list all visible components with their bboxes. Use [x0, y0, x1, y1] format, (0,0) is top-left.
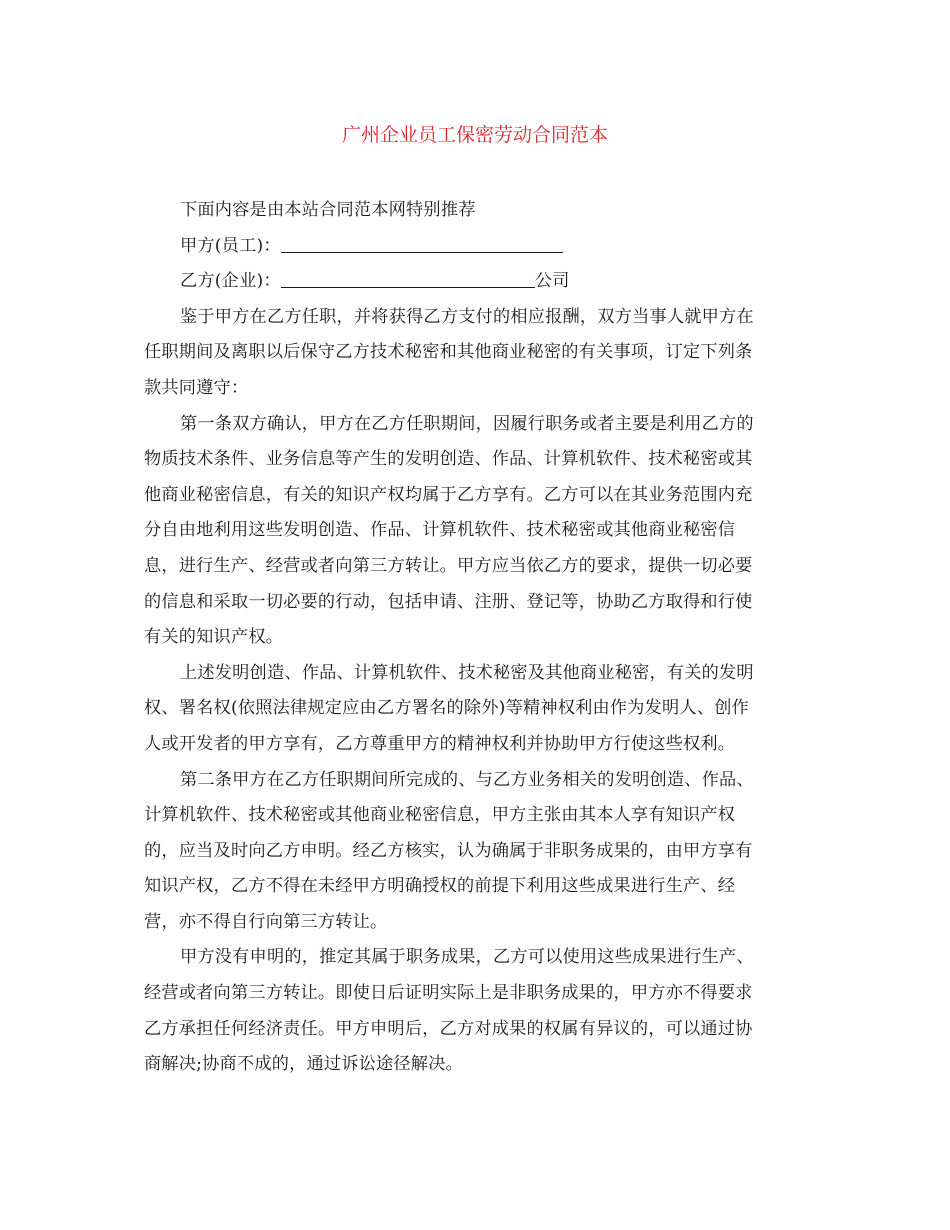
paragraph-line: 物质技术条件、业务信息等产生的发明创造、作品、计算机软件、技术秘密或其 — [144, 449, 753, 470]
paragraph-line: 人或开发者的甲方享有，乙方尊重甲方的精神权利并协助甲方行使这些权利。 — [144, 733, 736, 754]
party-a-blank — [281, 230, 563, 253]
party-a-line — [144, 229, 804, 265]
paragraph-line: 计算机软件、技术秘密或其他商业秘密信息，甲方主张由其本人享有知识产权 — [144, 805, 736, 826]
paragraph-preamble — [144, 300, 804, 407]
paragraph-line: 甲方没有申明的，推定其属于职务成果，乙方可以使用这些成果进行生产、 — [180, 947, 754, 968]
paragraph-line: 乙方承担任何经济责任。甲方申明后，乙方对成果的权属有异议的，可以通过协 — [144, 1018, 753, 1039]
paragraph-line: 他商业秘密信息，有关的知识产权均属于乙方享有。乙方可以在其业务范围内充 — [144, 484, 753, 505]
paragraph-line: 经营或者向第三方转让。即使日后证明实际上是非职务成果的，甲方亦不得要求 — [144, 983, 753, 1004]
paragraph-article-1 — [144, 407, 804, 656]
party-b-label: 乙方(企业)： — [180, 271, 281, 292]
paragraph-line: 息，进行生产、经营或者向第三方转让。甲方应当依乙方的要求，提供一切必要 — [144, 555, 753, 576]
party-b-blank — [281, 265, 535, 288]
paragraph-line: 知识产权，乙方不得在未经甲方明确授权的前提下利用这些成果进行生产、经 — [144, 876, 736, 897]
paragraph-line: 有关的知识产权。 — [144, 627, 284, 648]
paragraph-moral-rights — [144, 656, 804, 763]
paragraph-article-2 — [144, 763, 804, 941]
document-title: 广州企业员工保密劳动合同范本 — [341, 124, 608, 146]
paragraph-undeclared — [144, 940, 804, 1082]
paragraph-line: 的信息和采取一切必要的行动，包括申请、注册、登记等，协助乙方取得和行使 — [144, 591, 753, 612]
paragraph-line: 上述发明创造、作品、计算机软件、技术秘密及其他商业秘密，有关的发明 — [180, 662, 754, 683]
paragraph-line: 鉴于甲方在乙方任职，并将获得乙方支付的相应报酬，双方当事人就甲方在 — [180, 306, 754, 327]
party-a-label: 甲方(员工)： — [180, 235, 281, 256]
intro-line: 下面内容是由本站合同范本网特别推荐 — [180, 200, 476, 220]
paragraph-line: 的，应当及时向乙方申明。经乙方核实，认为确属于非职务成果的，由甲方享有 — [144, 840, 753, 861]
paragraph-line: 任职期间及离职以后保守乙方技术秘密和其他商业秘密的有关事项，订定下列条 — [144, 342, 753, 363]
paragraph-line: 营，亦不得自行向第三方转让。 — [144, 911, 388, 932]
document-body — [144, 193, 804, 1083]
paragraph-line: 第一条双方确认，甲方在乙方任职期间，因履行职务或者主要是利用乙方的 — [180, 413, 754, 434]
paragraph-line: 权、署名权(依照法律规定应由乙方署名的除外)等精神权利由作为发明人、创作 — [144, 698, 749, 719]
paragraph-line: 分自由地利用这些发明创造、作品、计算机软件、技术秘密或其他商业秘密信 — [144, 520, 736, 541]
paragraph-line: 第二条甲方在乙方任职期间所完成的、与乙方业务相关的发明创造、作品、 — [180, 769, 754, 790]
paragraph-line: 款共同遵守： — [144, 377, 249, 398]
party-b-suffix: 公司 — [534, 271, 570, 292]
party-b-line — [144, 264, 804, 300]
paragraph-line: 商解决;协商不成的，通过诉讼途径解决。 — [144, 1054, 463, 1075]
